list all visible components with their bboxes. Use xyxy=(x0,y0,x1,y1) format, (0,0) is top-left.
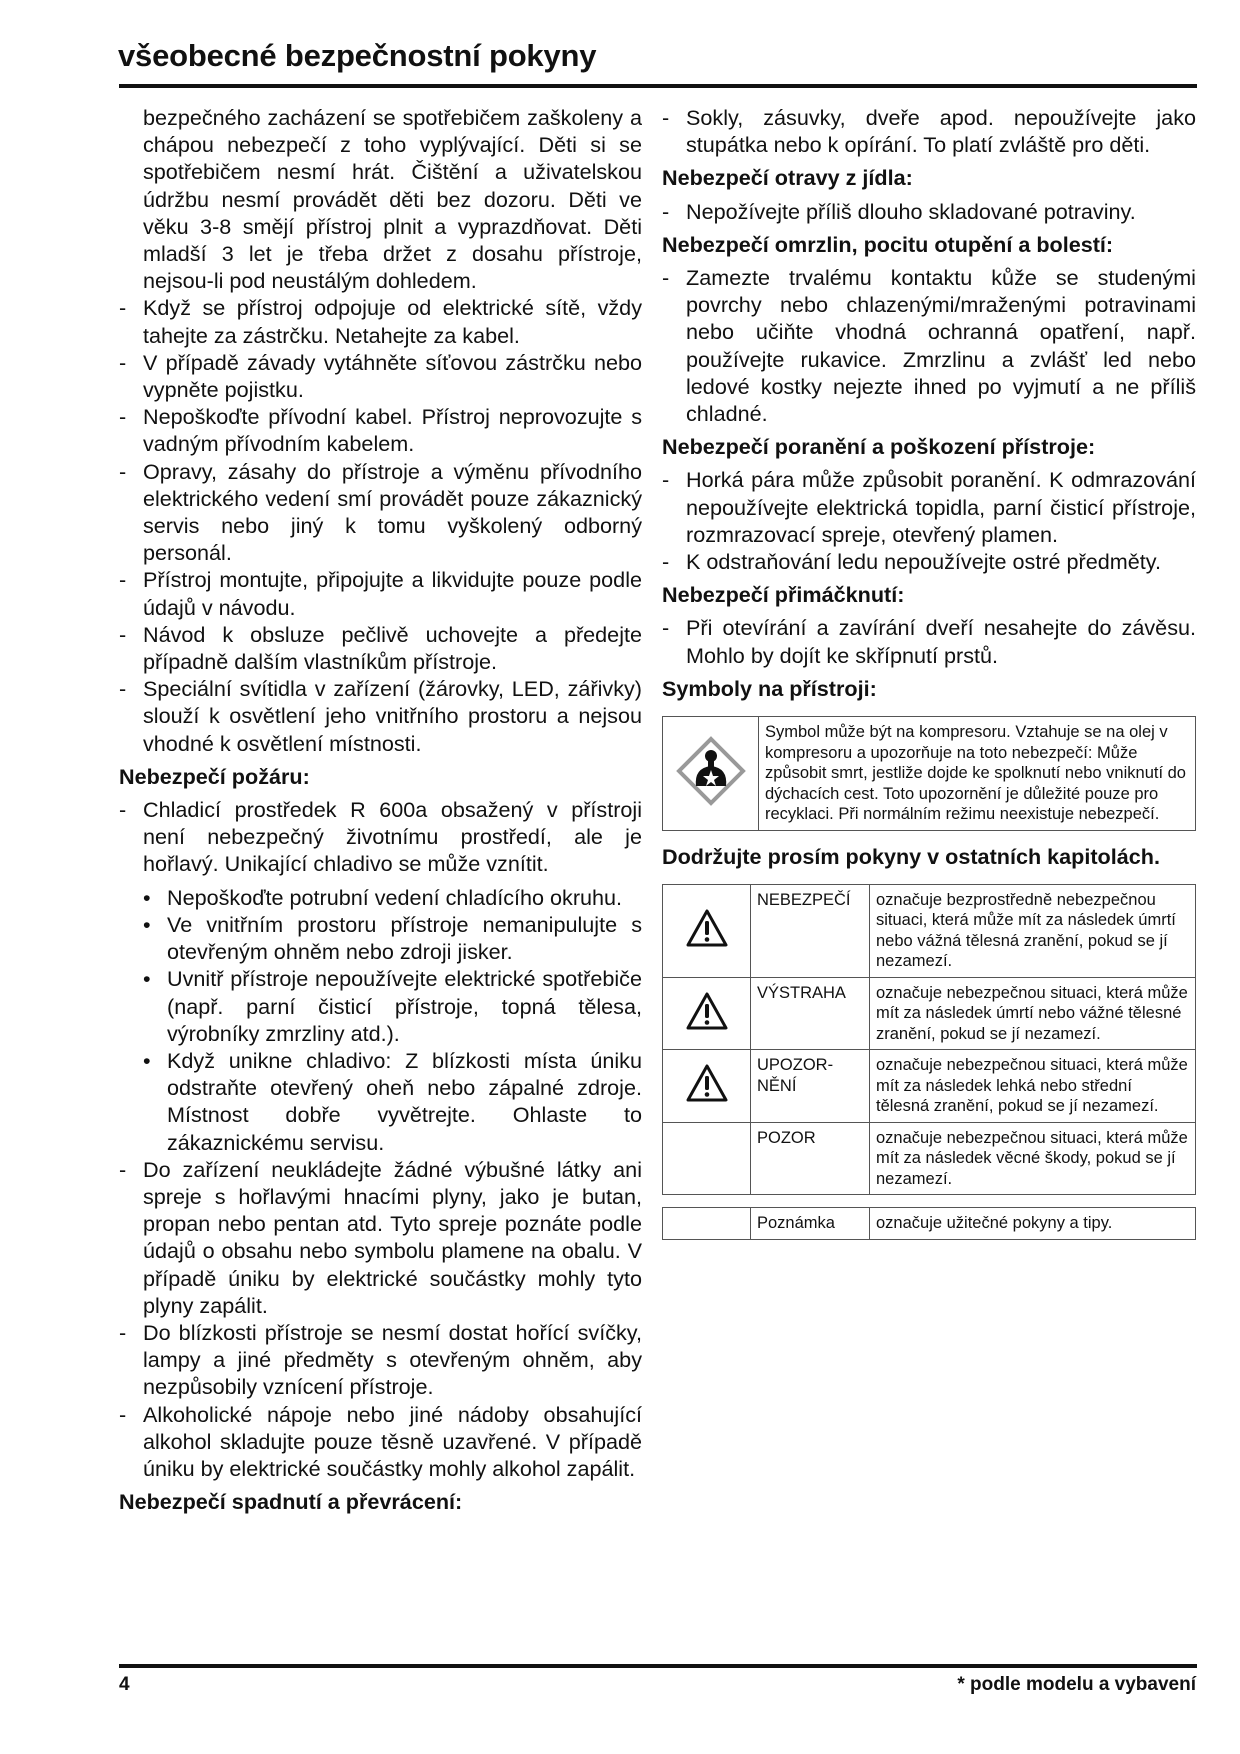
signal-word: VÝSTRAHA xyxy=(751,977,870,1050)
list-item: - Do zařízení neukládejte žádné výbušné látky ani spreje s hořlavými hnacími plyny, jako je butan, propan nebo pentan atd. Tyto spreje poznáte podle údajů o obsahu nebo symbolu plamene na obalu. V případě úniku by elektrické součástky mohly tyto plyny zapálit. xyxy=(119,1156,642,1318)
table-row xyxy=(663,717,1196,831)
note-table xyxy=(662,1207,1196,1240)
icon-cell-empty xyxy=(663,1208,751,1240)
left-column xyxy=(119,104,642,1521)
signal-word: NEBEZPEČÍ xyxy=(751,884,870,977)
warning-triangle-icon xyxy=(685,1063,729,1103)
section-heading-food: Nebezpečí otravy z jídla: xyxy=(662,165,913,191)
intro-continuation: bezpečného zacházení se spotřebičem zaškoleny a chápou nebezpečí z toho vyplývající. Děti si se spotřebičem nesmí hrát. Čištění a uživatelskou údržbu nesmí provádět děti bez dozoru. Děti ve věku 3-8 smějí přístroj plnit a vyprazdňovat. Děti mladší 3 let je třeba držet z dosahu přístroje, nejsou-li pod neustálým dohledem. xyxy=(143,105,642,294)
table-row xyxy=(663,1122,1196,1195)
signal-description: označuje nebezpečnou situaci, která může mít za následek úmrtí nebo vážné tělesné zranění, pokud se jí nezamezí. xyxy=(870,977,1196,1050)
signal-description: označuje bezprostředně nebezpečnou situaci, která může mít za následek úmrtí nebo vážná tělesná zranění, pokud se jí nezamezí. xyxy=(870,884,1196,977)
list-item: - Opravy, zásahy do přístroje a výměnu přívodního elektrického vedení smí provádět pouze zákaznický servis nebo jiný k tomu vyškolený odborný personál. xyxy=(119,458,642,566)
sub-list-item: • Když unikne chladivo: Z blízkosti místa úniku odstraňte otevřený oheň nebo zápalné zdroje. Místnost dobře vyvětrejte. Ohlaste to zákaznickému servisu. xyxy=(143,1047,642,1155)
right-column xyxy=(662,104,1196,1240)
list-item: - Nepožívejte příliš dlouho skladované potraviny. xyxy=(662,198,1136,224)
symbol-description: Symbol může být na kompresoru. Vztahuje se na olej v kompresoru a upozorňuje na toto nebezpečí: Může způsobit smrt, jestliže dojde ke spolknutí nebo vniknutí do dýchacích cest. Toto upozornění je důležité pouze pro recyklaci. Při normálním režimu neexistuje nebezpečí. xyxy=(759,717,1196,831)
follow-instructions-heading: Dodržujte prosím pokyny v ostatních kapitolách. xyxy=(662,843,1160,869)
list-item: - K odstraňování ledu nepoužívejte ostré předměty. xyxy=(662,549,1161,575)
list-item: - Když se přístroj odpojuje od elektrické sítě, vždy tahejte za zástrčku. Netahejte za kabel. xyxy=(119,295,642,348)
sub-list-item: • Uvnitř přístroje nepoužívejte elektrické spotřebiče (např. parní čisticí přístroje, topná tělesa, výrobníky zmrzliny atd.). xyxy=(143,966,642,1046)
footer-note: * podle modelu a vybavení xyxy=(957,1674,1196,1695)
list-item: - Chladicí prostředek R 600a obsažený v přístroji není nebezpečný životnímu prostředí, ale je hořlavý. Unikající chladivo se může vznítit. xyxy=(119,797,642,877)
note-word: Poznámka xyxy=(751,1208,870,1240)
icon-cell xyxy=(663,977,751,1050)
list-item: - Alkoholické nápoje nebo jiné nádoby obsahující alkohol skladujte pouze těsně uzavřené. V případě úniku by elektrické součástky mohly alkohol zapálit. xyxy=(119,1401,642,1481)
table-row xyxy=(663,1208,1196,1240)
table-row xyxy=(663,1050,1196,1123)
list-item: - Sokly, zásuvky, dveře apod. nepoužívejte jako stupátka nebo k opírání. To platí zvláště pro děti. xyxy=(662,105,1196,158)
list-item: - V případě závady vytáhněte síťovou zástrčku nebo vypněte pojistku. xyxy=(119,349,642,403)
sub-list-item: • Nepoškoďte potrubní vedení chladícího okruhu. xyxy=(143,884,623,910)
page-title: všeobecné bezpečnostní pokyny xyxy=(118,38,597,73)
warning-triangle-icon xyxy=(685,991,729,1031)
section-heading-frost: Nebezpečí omrzlin, pocitu otupění a bolestí: xyxy=(662,231,1114,257)
icon-cell xyxy=(663,884,751,977)
header-rule xyxy=(119,84,1197,88)
warning-triangle-icon xyxy=(685,908,729,948)
list-item: - Přístroj montujte, připojujte a likvidujte pouze podle údajů v návodu. xyxy=(119,567,642,620)
signal-word: UPOZOR-NĚNÍ xyxy=(751,1050,870,1123)
signal-description: označuje nebezpečnou situaci, která může mít za následek lehká nebo střední tělesná zranění, pokud se jí nezamezí. xyxy=(870,1050,1196,1123)
section-heading-symbols: Symboly na přístroji: xyxy=(662,675,877,701)
table-row xyxy=(663,884,1196,977)
note-description: označuje užitečné pokyny a tipy. xyxy=(870,1208,1196,1240)
symbol-table xyxy=(662,716,1196,831)
sub-list-item: • Ve vnitřním prostoru přístroje nemanipulujte s otevřeným ohněm nebo zdroji jisker. xyxy=(143,911,642,965)
symbol-cell xyxy=(663,717,759,831)
list-item: - Speciální svítidla v zařízení (žárovky, LED, zářivky) slouží k osvětlení jeho vnitřního prostoru a nejsou vhodné k osvětlení místnosti. xyxy=(119,676,642,756)
list-item: - Do blízkosti přístroje se nesmí dostat hořící svíčky, lampy a jiné předměty s otevřeným ohněm, aby nezpůsobily vznícení přístroje. xyxy=(119,1319,642,1400)
signal-description: označuje nebezpečnou situaci, která může mít za následek věcné škody, pokud se jí nezamezí. xyxy=(870,1122,1196,1195)
section-heading-injury: Nebezpečí poranění a poškození přístroje: xyxy=(662,434,1096,460)
list-item: - Při otevírání a zavírání dveří nesahejte do závěsu. Mohlo by dojít ke skřípnutí prstů. xyxy=(662,615,1196,668)
signal-words-table xyxy=(662,884,1196,1196)
list-item: - Návod k obsluze pečlivě uchovejte a předejte případně dalším vlastníkům přístroje. xyxy=(119,621,642,675)
signal-word: POZOR xyxy=(751,1122,870,1195)
footer-rule xyxy=(119,1664,1197,1668)
icon-cell xyxy=(663,1050,751,1123)
fire-sublist xyxy=(119,884,642,1156)
list-item: - Nepoškoďte přívodní kabel. Přístroj neprovozujte s vadným přívodním kabelem. xyxy=(119,404,642,457)
icon-cell-empty xyxy=(663,1122,751,1195)
health-hazard-icon xyxy=(676,736,746,806)
list-item: - Horká pára může způsobit poranění. K odmrazování nepoužívejte elektrická topidla, parní čisticí přístroje, rozmrazovací spreje, otevřený plamen. xyxy=(662,467,1196,547)
section-heading-fire: Nebezpečí požáru: xyxy=(119,763,310,789)
list-item: - Zamezte trvalému kontaktu kůže se studenými povrchy nebo chlazenými/mraženými potravinami nebo učiňte vhodná ochranná opatření, např. používejte rukavice. Zmrzlinu a zvlášť led nebo ledové kostky nejezte ihned po vyjmutí a ne příliš chladné. xyxy=(662,265,1196,427)
table-row xyxy=(663,977,1196,1050)
section-heading-pinch: Nebezpečí přimáčknutí: xyxy=(662,582,905,608)
page-number: 4 xyxy=(119,1674,130,1695)
section-heading-fall: Nebezpečí spadnutí a převrácení: xyxy=(119,1489,463,1515)
